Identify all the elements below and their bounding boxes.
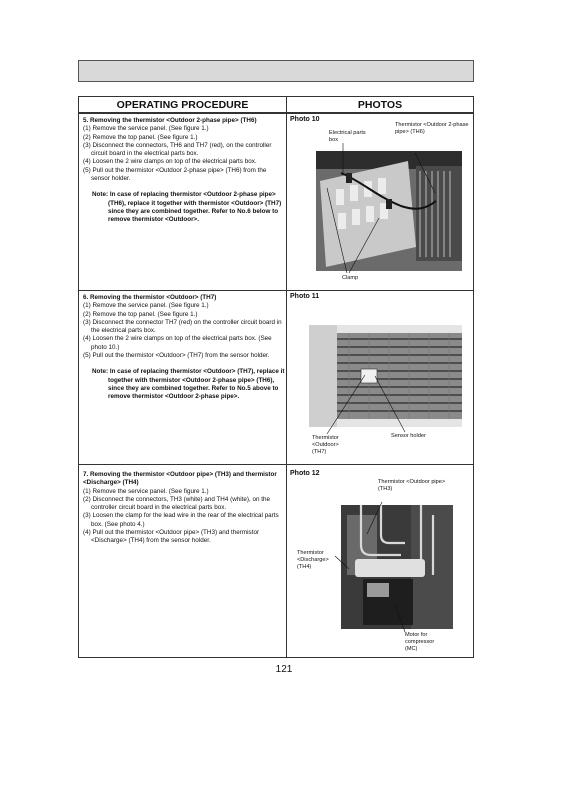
section-5-step: (5) Pull out the thermistor <Outdoor 2-phase pipe> (TH6) from the sensor holder. <box>83 166 267 183</box>
section-6-title: 6. Removing the thermistor <Outdoor> (TH7) <box>83 294 217 301</box>
photos-header: PHOTOS <box>287 97 473 113</box>
section-6-step: (5) Pull out the thermistor <Outdoor> (TH7) from the sensor holder. <box>83 352 270 360</box>
section-7-title: 7. Removing the thermistor <Outdoor pipe> (TH3) and thermistor <Discharge> (TH4) <box>83 471 277 487</box>
section-6-step: (4) Loosen the 2 wire clamps on top of the electrical parts box. (See photo 10.) <box>83 335 272 351</box>
section-6-note: Note: In case of replacing thermistor <Outdoor> (TH7), replace it together with thermistor <Outdoor 2-phase pipe> (TH6), since they are combined together. Refer to No.5 above to remove thermistor <Outdoor 2-phase pipe>. <box>92 368 285 401</box>
section-6-step: (3) Disconnect the connector TH7 (red) on the controller circuit board in the electrical parts box. <box>83 318 282 335</box>
callout-electrical-parts-box: Electrical parts box <box>329 130 366 143</box>
section-7-step: (4) Pull out the thermistor <Outdoor pipe> (TH3) and thermistor <Discharge> (TH4) from the sensor holder. <box>83 529 260 545</box>
photo-10-leaders <box>287 113 473 290</box>
section-5-step: (4) Loosen the 2 wire clamps on top of the electrical parts box. <box>83 158 257 166</box>
section-title-bar <box>78 60 474 82</box>
section-5 <box>83 117 285 225</box>
callout-sensor-holder: Sensor holder <box>391 433 426 439</box>
operating-procedure-header: OPERATING PROCEDURE <box>79 97 286 113</box>
photo-12-leaders <box>287 464 473 658</box>
section-5-step: (3) Disconnect the connectors, TH6 and TH7 (red), on the controller circuit board in the electrical parts box. <box>83 141 272 158</box>
section-5-title: 5. Removing the thermistor <Outdoor 2-phase pipe> (TH6) <box>83 117 257 124</box>
section-5-step: (1) Remove the service panel. (See figure 1.) <box>83 125 209 133</box>
photo-11-label: Photo 11 <box>290 293 320 300</box>
section-5-step: (2) Remove the top panel. (See figure 1.) <box>83 133 198 141</box>
section-7-step: (2) Disconnect the connectors, TH3 (white) and TH4 (white), on the controller circuit board in the electrical parts box. <box>83 495 271 512</box>
section-5-note: Note: In case of replacing thermistor <Outdoor 2-phase pipe> (TH6), replace it together with thermistor <Outdoor> (TH7) since they are combined together. Refer to No.6 below to remove thermistor <Outdoor>. <box>92 191 282 224</box>
callout-thermistor-th4: Thermistor <Discharge> (TH4) <box>297 550 329 570</box>
callout-thermistor-th3: Thermistor <Outdoor pipe> (TH3) <box>378 479 446 492</box>
procedure-table <box>78 96 474 658</box>
page-number: 121 <box>275 664 293 675</box>
callout-thermistor-th6: Thermistor <Outdoor 2-phase pipe> (TH6) <box>395 122 469 135</box>
section-6 <box>83 294 285 402</box>
section-7 <box>83 471 285 546</box>
photo-12-label: Photo 12 <box>290 470 320 477</box>
photo-10-label: Photo 10 <box>290 116 320 123</box>
callout-clamp: Clamp <box>342 275 359 281</box>
section-7-step: (3) Loosen the clamp for the lead wire in the rear of the electrical parts box. (See photo 4.) <box>83 512 279 528</box>
callout-thermistor-th7: Thermistor <Outdoor> (TH7) <box>312 435 339 455</box>
photo-11-leaders <box>287 290 473 464</box>
section-7-step: (1) Remove the service panel. (See figure 1.) <box>83 487 209 495</box>
callout-motor-compressor: Motor for compressor (MC) <box>405 632 435 652</box>
section-6-step: (1) Remove the service panel. (See figure 1.) <box>83 302 209 310</box>
section-6-step: (2) Remove the top panel. (See figure 1.) <box>83 310 198 318</box>
